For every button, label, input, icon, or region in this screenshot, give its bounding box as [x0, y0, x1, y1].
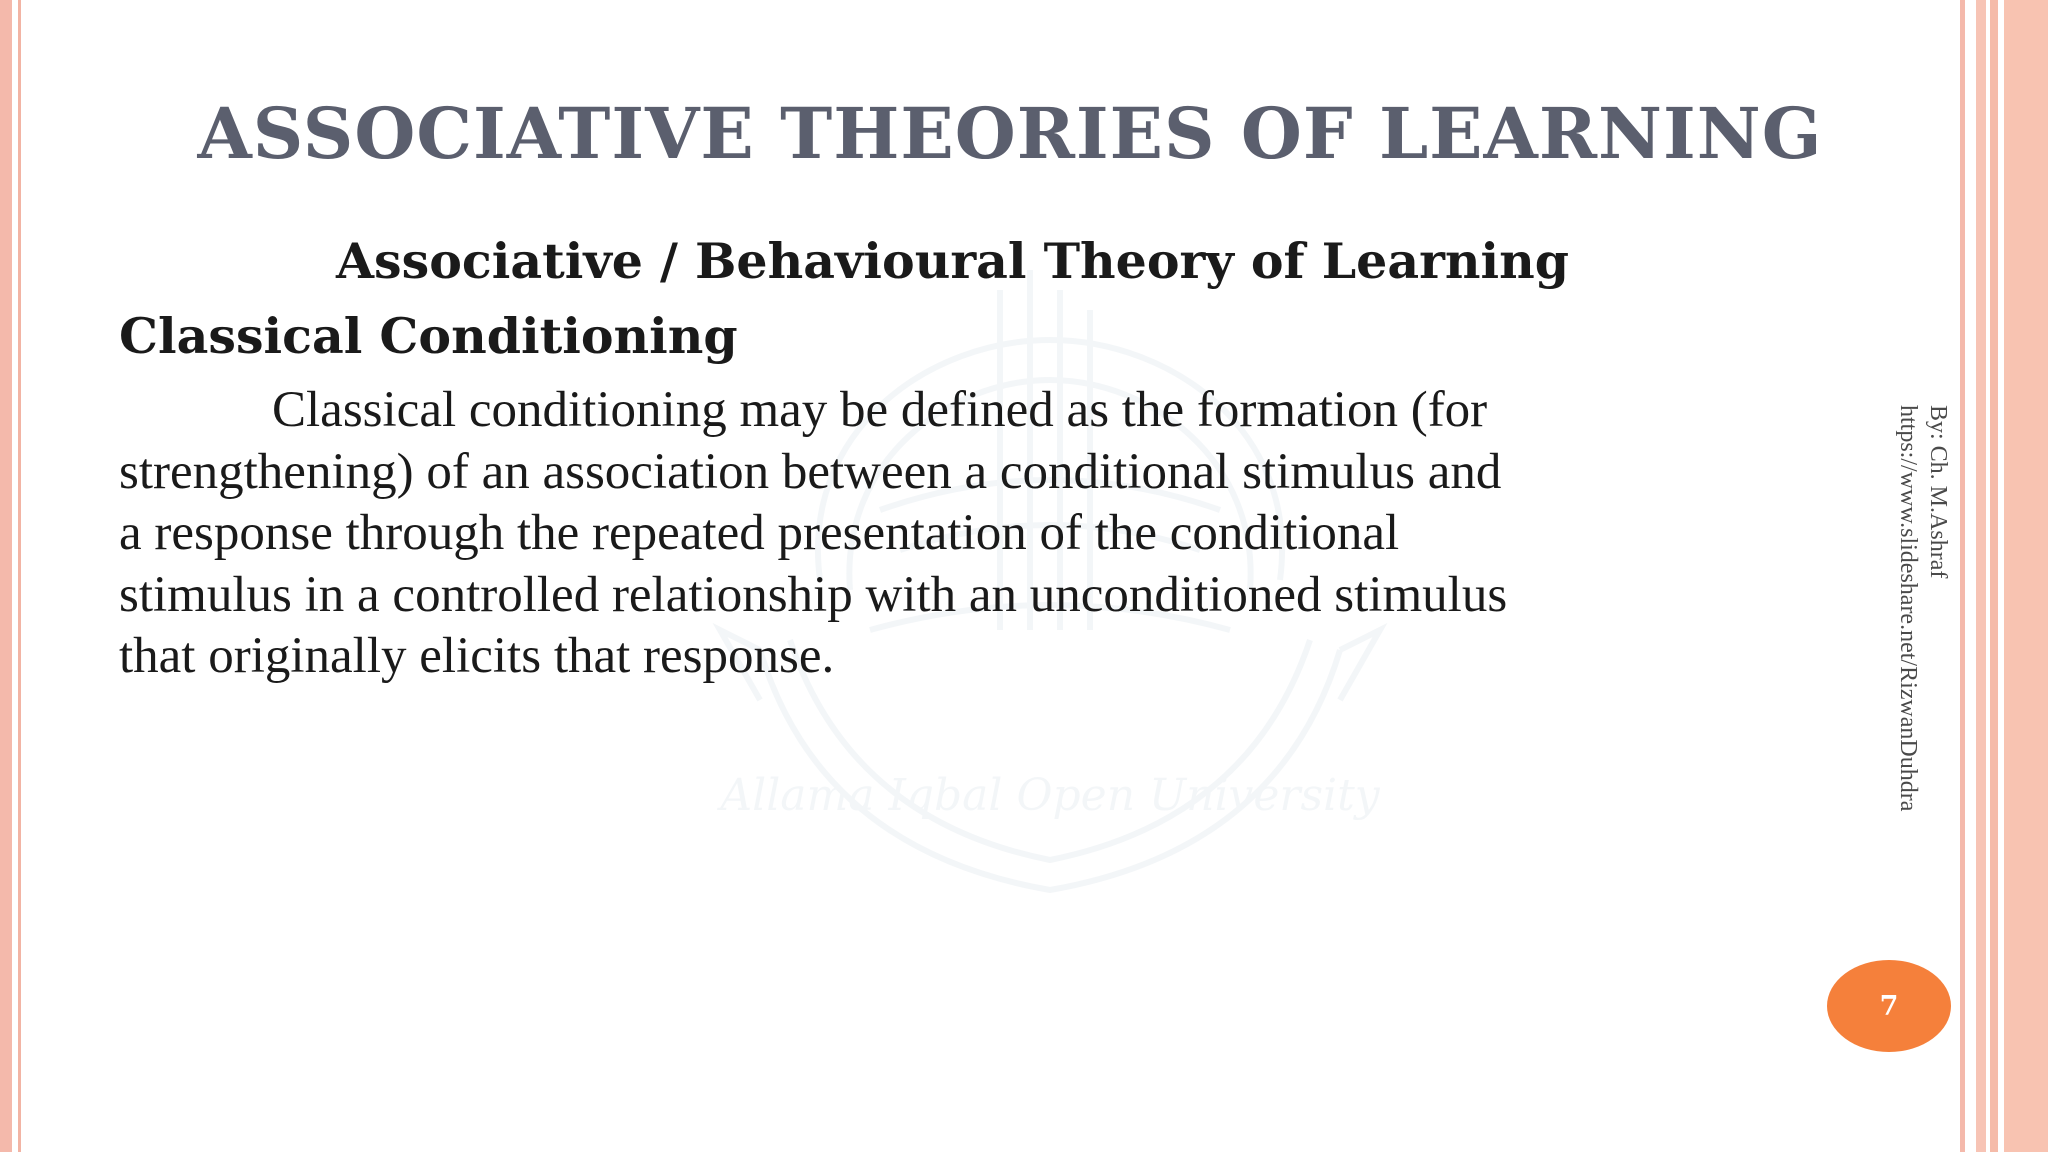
slide-subtitle: Associative / Behavioural Theory of Learning [336, 232, 1570, 290]
body-line: strengthening) of an association between a conditional stimulus and [119, 443, 1502, 500]
page-number-badge: 7 [1827, 960, 1951, 1052]
section-heading: Classical Conditioning [119, 307, 738, 365]
right-border-band [1976, 0, 1986, 1152]
body-line: that originally elicits that response. [119, 628, 835, 684]
credit-url: https://www.slideshare.net/RizwanDuhdra [1895, 405, 1921, 812]
right-border-band [1990, 0, 1998, 1152]
body-line: a response through the repeated presentation of the conditional [119, 505, 1400, 561]
author-credit [1893, 405, 1953, 925]
right-border-band [2004, 0, 2048, 1152]
left-border-line [0, 0, 12, 1152]
right-border-line [1960, 0, 1965, 1152]
credit-author: By: Ch. M.Ashraf [1925, 405, 1951, 579]
body-line: stimulus in a controlled relationship with an unconditioned stimulus [119, 566, 1508, 623]
left-border-thin-line [18, 0, 21, 1152]
watermark-text: Allama Iqbal Open University [720, 770, 1380, 821]
body-paragraph [119, 380, 1759, 688]
body-line: Classical conditioning may be defined as the formation (for [272, 382, 1488, 438]
slide-title: ASSOCIATIVE THEORIES OF LEARNING [197, 92, 1823, 175]
